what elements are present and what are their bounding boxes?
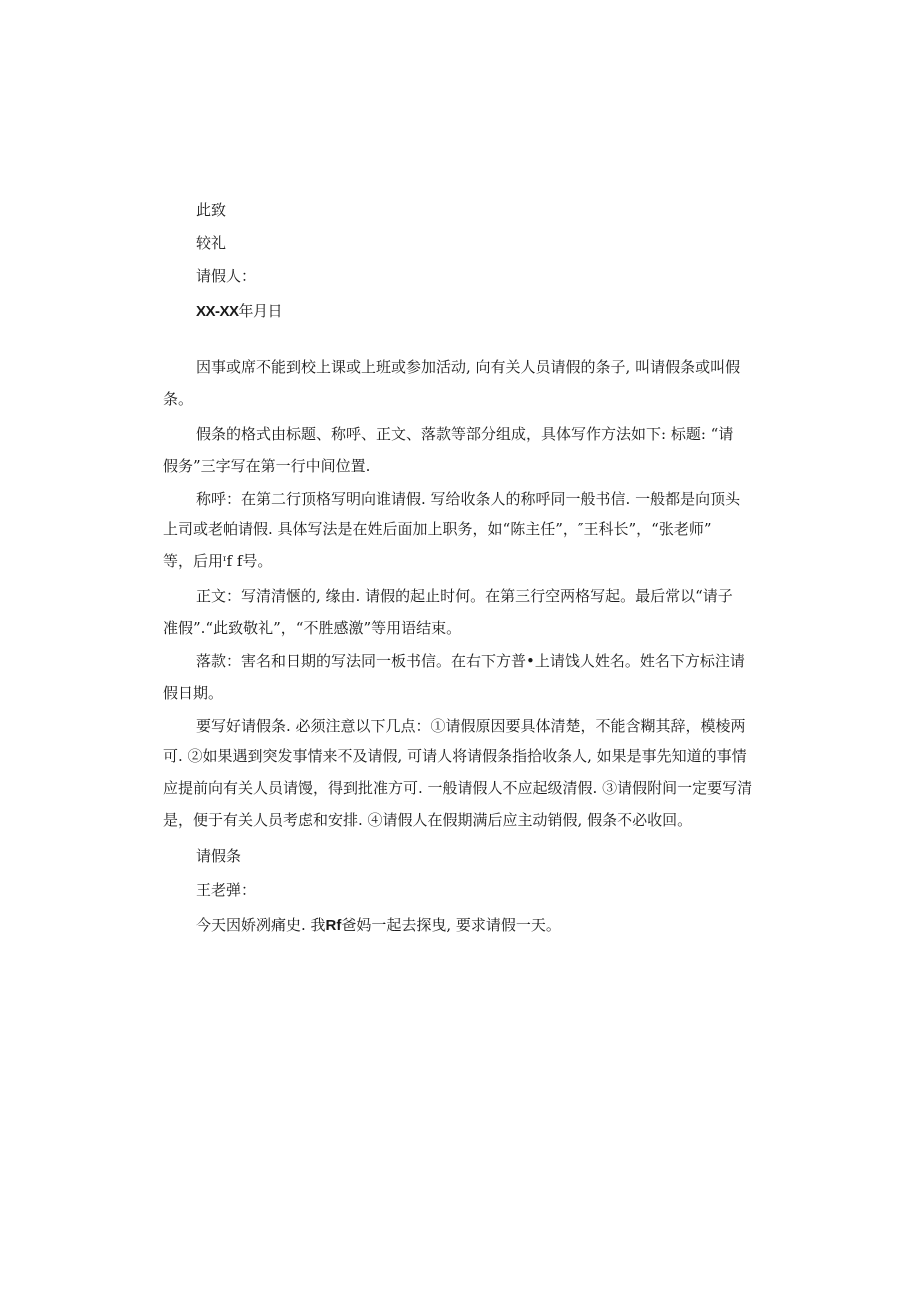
para5-line-1: 落款：害名和日期的写法同一板书信。在右下方普•上请饯人姓名。姓名下方标注请	[196, 652, 745, 670]
date-placeholder: XX-XX	[196, 303, 239, 320]
date-suffix: 年月日	[238, 302, 283, 320]
para3-line-1: 称呼：在第二行顶格写明向谁请假. 写给收条人的称呼同一般书信. 一般都是向顶头	[196, 490, 741, 508]
sample-body-suffix: 爸妈一起去探曳, 要求请假一天。	[341, 916, 561, 934]
para3-line-2: 上司或老帕请假. 具体写法是在姓后面加上职务，如“陈主任”，″王科长”，“张老师”	[163, 520, 712, 538]
para2-line-2: 假务”三字写在第一行中间位置.	[163, 457, 371, 475]
para2-line-1: 假条的格式由标题、称呼、正文、落款等部分组成，具体写作方法如下: 标题: “请	[196, 425, 734, 443]
para6-line-2: 可. ②如果遇到突发事情来不及请假, 可请人将请假条指拾收条人, 如果是事先知道的事情	[163, 747, 747, 765]
closing-line-2: 较礼	[196, 234, 227, 252]
para6-line-4: 是，便于有关人员考虑和安排. ④请假人在假期满后应主动销假, 假条不必收回。	[163, 811, 693, 829]
date-line	[196, 301, 282, 322]
para5-line-2: 假日期。	[163, 684, 224, 702]
sample-body-bold: Rf	[325, 917, 342, 934]
para4-line-1: 正文：写清清愜的, 缘由. 请假的起止时何。在第三行空两格写起。最后常以“请子	[196, 587, 733, 605]
sample-title: 请假条	[196, 847, 242, 865]
signer-label: 请假人：	[196, 267, 257, 285]
para4-line-2: 准假”.“此致敬礼”，“不胜感激”等用语结束。	[163, 619, 462, 637]
para6-line-1: 要写好请假条. 必须注意以下几点：①请假原因要具体清楚，不能含糊其辞，模棱两	[196, 717, 746, 735]
closing-line-1: 此致	[196, 201, 227, 219]
sample-body	[196, 915, 561, 936]
para1-line-2: 条。	[163, 390, 194, 408]
sample-greeting: 王老弹：	[196, 881, 257, 899]
para6-line-3: 应提前向有关人员请馒，得到批准方可. 一般请假人不应起级清假. ③请假附间一定要写清	[163, 779, 753, 797]
para1-line-1: 因事或席不能到校上课或上班或参加活动, 向有关人员请假的条子, 叫请假条或叫假	[196, 358, 741, 376]
sample-body-prefix: 今天因娇冽痛史. 我	[196, 916, 326, 934]
para3-line-3: 等，后用ᶦf f号。	[163, 552, 273, 570]
